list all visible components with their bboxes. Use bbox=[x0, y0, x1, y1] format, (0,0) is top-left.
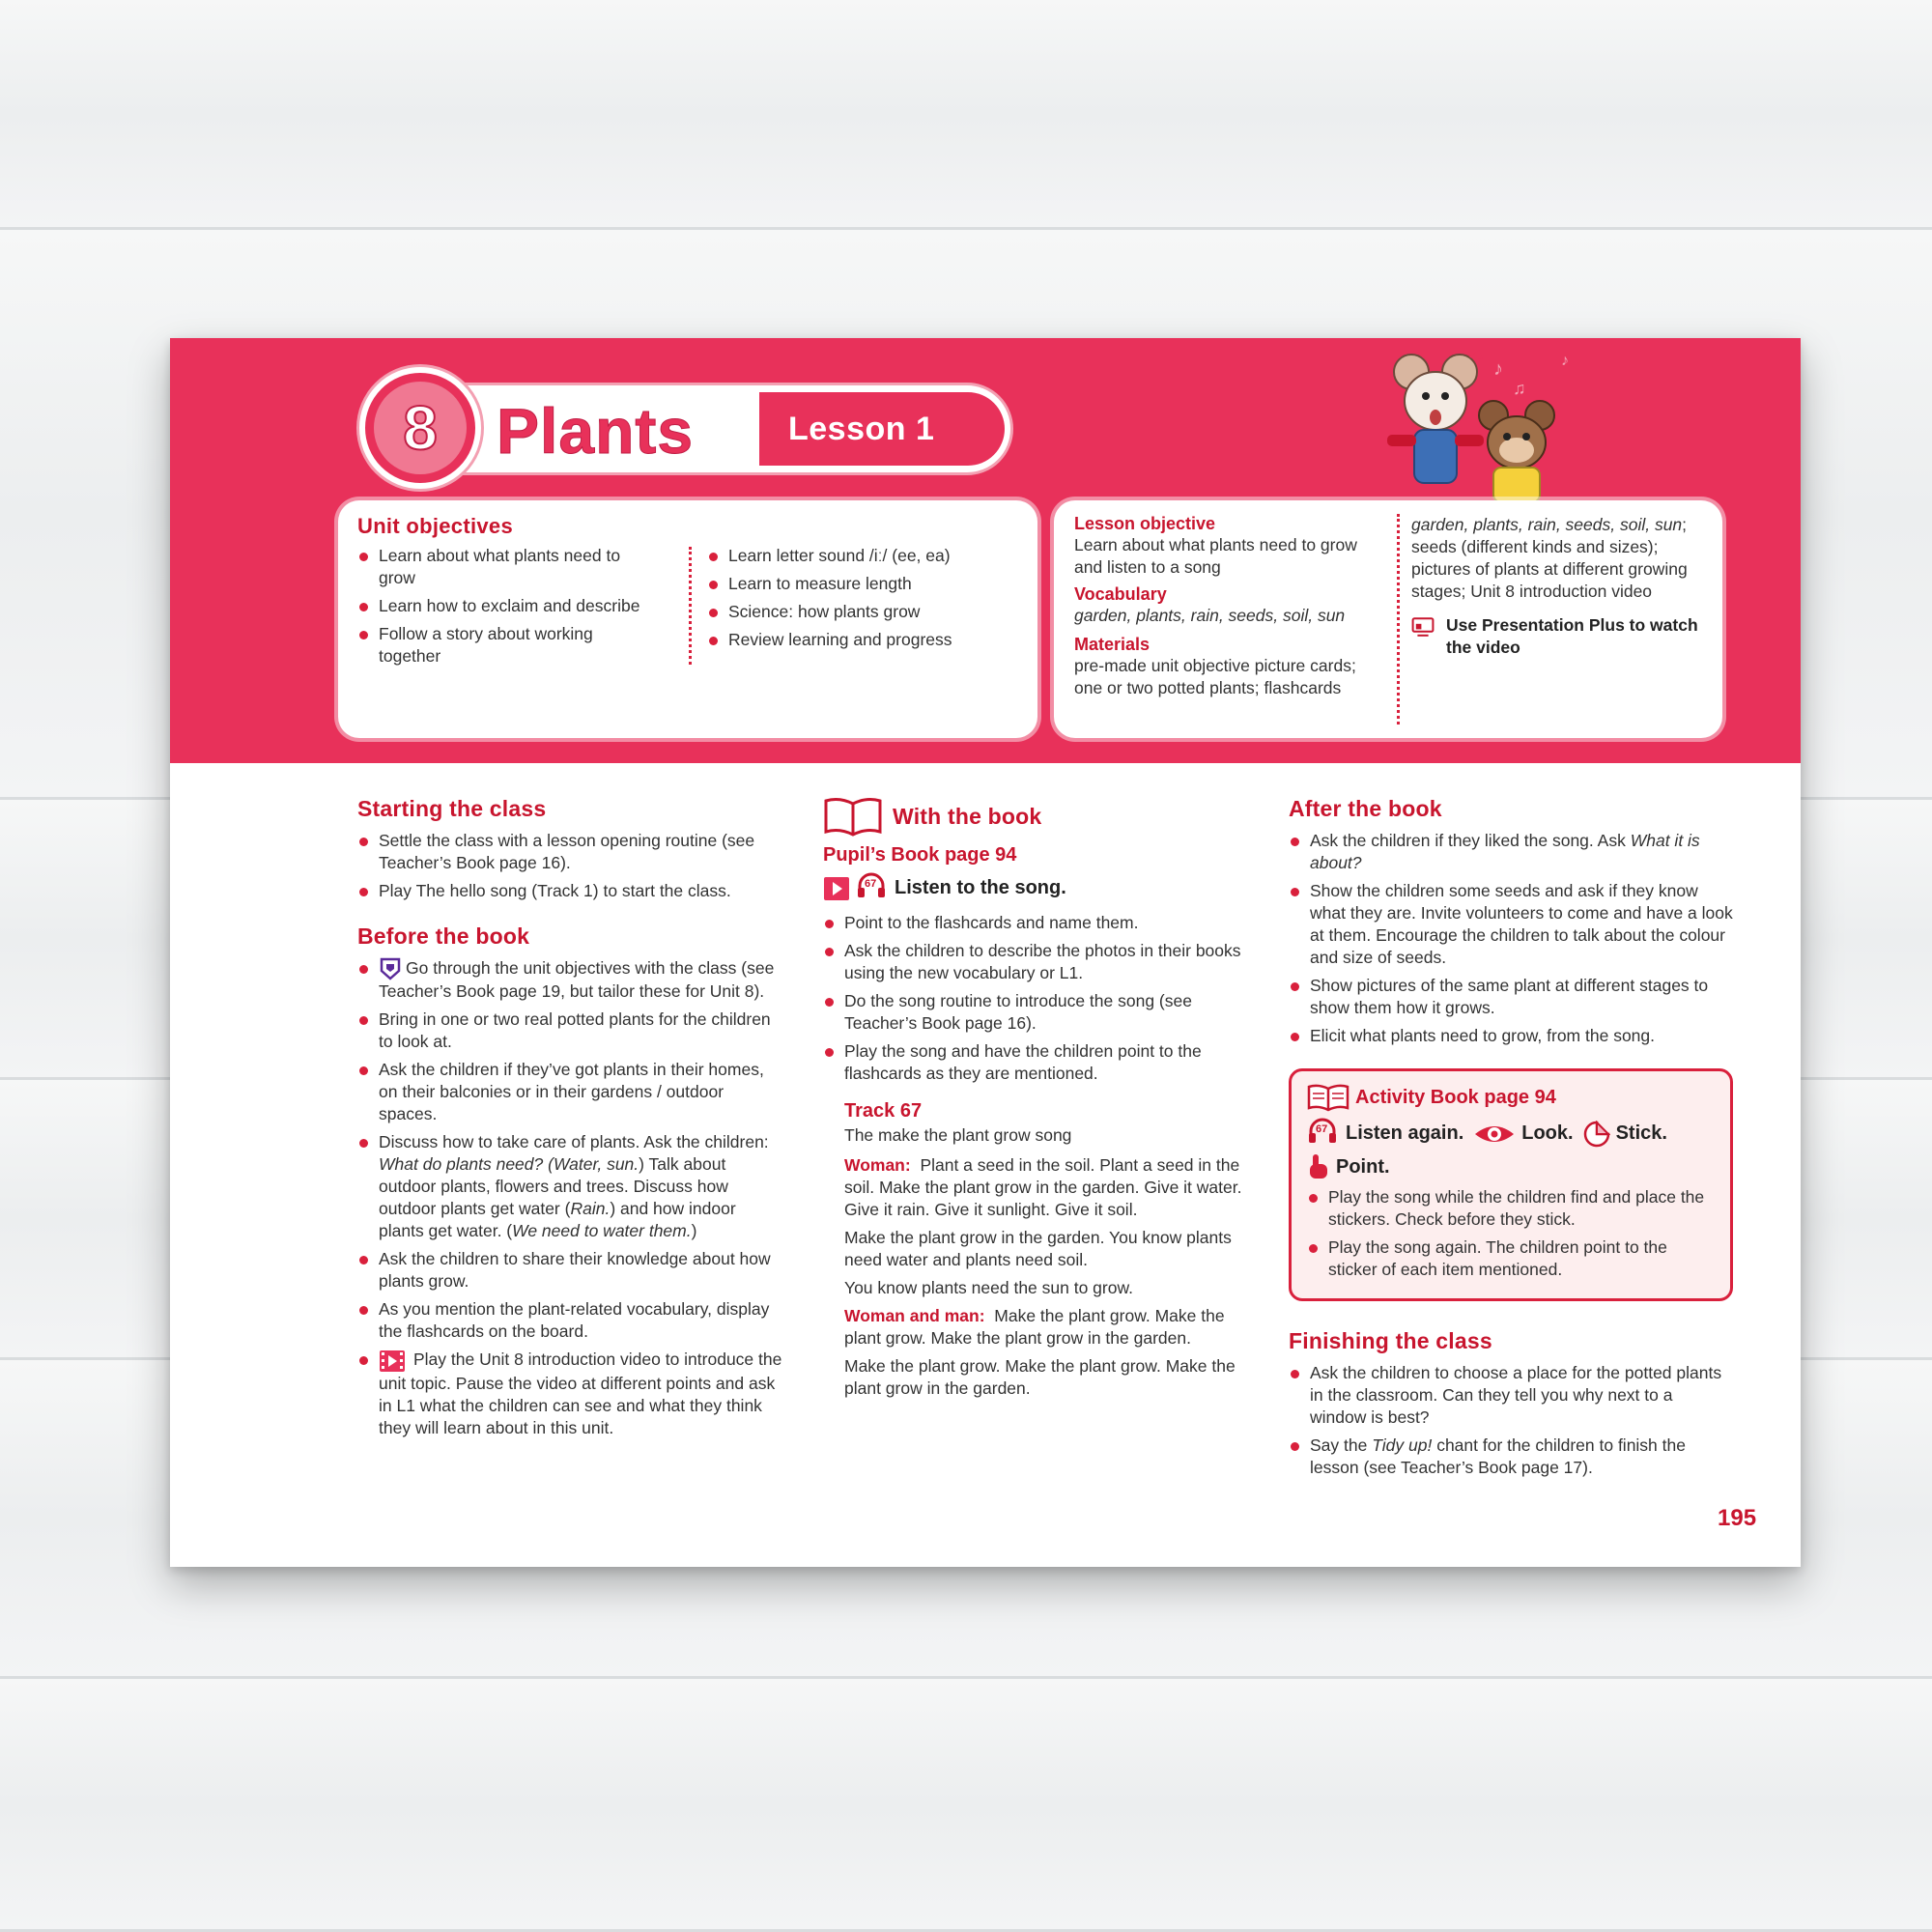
before-book-list bbox=[357, 957, 782, 1439]
list-item: Bring in one or two real potted plants for the children to look at. bbox=[357, 1009, 782, 1053]
mice-characters-illustration bbox=[1378, 338, 1580, 507]
svg-text:♪: ♪ bbox=[1561, 353, 1569, 369]
list-item: Learn about what plants need to grow bbox=[357, 545, 647, 589]
lesson-info-box bbox=[1054, 500, 1722, 738]
list-item: Do the song routine to introduce the song (see Teacher’s Book page 16). bbox=[823, 990, 1260, 1035]
activity-list bbox=[1307, 1186, 1715, 1281]
list-item: Review learning and progress bbox=[707, 629, 1026, 651]
materials-heading: Materials bbox=[1074, 635, 1151, 654]
list-item: Ask the children to choose a place for the potted plants in the classroom. Can they tell you why next to a window is best? bbox=[1289, 1362, 1733, 1429]
list-item: Learn how to exclaim and describe bbox=[357, 595, 647, 617]
vocabulary-heading: Vocabulary bbox=[1074, 584, 1167, 604]
list-item: Show the children some seeds and ask if they know what they are. Invite volunteers to come and have a look at them. Encourage the children to talk about the colour and size of seeds. bbox=[1289, 880, 1733, 969]
eye-icon bbox=[1473, 1122, 1516, 1147]
lesson-label: Lesson 1 bbox=[788, 410, 935, 447]
list-item: Play The hello song (Track 1) to start the class. bbox=[357, 880, 782, 902]
finishing-class-list bbox=[1289, 1362, 1733, 1479]
list-item: Learn to measure length bbox=[707, 573, 1026, 595]
pointing-hand-icon bbox=[1307, 1153, 1330, 1180]
unit-banner bbox=[170, 338, 1801, 763]
with-book-header bbox=[823, 796, 1260, 837]
list-item: Ask the children if they’ve got plants in their homes, on their balconies or in their gardens / outdoor spaces. bbox=[357, 1059, 782, 1125]
finishing-class-title: Finishing the class bbox=[1289, 1328, 1492, 1353]
list-item: Science: how plants grow bbox=[707, 601, 1026, 623]
materials-continued: garden, plants, rain, seeds, soil, sun; seeds (different kinds and sizes); pictures of plants at different growing stages; Unit 8 introduction video bbox=[1411, 515, 1688, 601]
list-item: Play the Unit 8 introduction video to introduce the unit topic. Pause the video at different points and ask in L1 what the children can see and what they think they will learn about in this unit. bbox=[357, 1349, 782, 1438]
activity-book-title: Activity Book page 94 bbox=[1355, 1086, 1556, 1108]
unit-objectives-list-left bbox=[357, 545, 647, 673]
column-middle bbox=[823, 796, 1260, 1400]
list-item: Play the song again. The children point to the sticker of each item mentioned. bbox=[1307, 1236, 1715, 1281]
sticker-icon bbox=[1583, 1121, 1610, 1148]
list-item: As you mention the plant-related vocabulary, display the flashcards on the board. bbox=[357, 1298, 782, 1343]
lyrics-verse: You know plants need the sun to grow. bbox=[844, 1278, 1134, 1297]
presentation-screen-icon bbox=[1411, 614, 1435, 639]
song-title: The make the plant grow song bbox=[844, 1125, 1072, 1145]
lyrics-verse: Make the plant grow. Make the plant grow. Make the plant grow in the garden. bbox=[844, 1356, 1236, 1398]
unit-number-badge bbox=[359, 367, 481, 489]
track-title: Track 67 bbox=[844, 1100, 923, 1122]
starting-class-list bbox=[357, 830, 782, 902]
presentation-plus-note: Use Presentation Plus to watch the video bbox=[1411, 614, 1711, 659]
activity-header bbox=[1307, 1083, 1715, 1112]
open-book-icon bbox=[823, 796, 883, 837]
unit-objectives-heading: Unit objectives bbox=[357, 514, 513, 538]
activity-book-box bbox=[1289, 1068, 1733, 1301]
listen-instruction: 67 Listen to the song. bbox=[823, 872, 1260, 904]
lesson-objective-text: Learn about what plants need to grow and listen to a song bbox=[1074, 535, 1357, 577]
unit-title: Plants bbox=[497, 395, 695, 467]
list-item: Elicit what plants need to grow, from the song. bbox=[1289, 1025, 1733, 1047]
headphones-icon: 67 bbox=[856, 872, 887, 904]
page-number: 195 bbox=[1718, 1505, 1757, 1531]
with-book-list bbox=[823, 912, 1260, 1085]
divider bbox=[689, 547, 692, 665]
with-book-title: With the book bbox=[893, 803, 1042, 829]
svg-text:♫: ♫ bbox=[1513, 379, 1526, 398]
list-item: Say the Tidy up! chant for the children to finish the lesson (see Teacher’s Book page 17). bbox=[1289, 1435, 1733, 1479]
list-item: Follow a story about working together bbox=[357, 623, 647, 668]
unit-objectives-list-right bbox=[707, 545, 1026, 657]
video-icon bbox=[823, 876, 850, 901]
list-item: Ask the children if they liked the song. Ask What it is about? bbox=[1289, 830, 1733, 874]
starting-class-title: Starting the class bbox=[357, 796, 547, 821]
svg-text:♪: ♪ bbox=[1493, 358, 1503, 380]
video-icon bbox=[379, 1350, 406, 1373]
book-page bbox=[170, 338, 1801, 1567]
objectives-shield-icon bbox=[379, 957, 402, 980]
list-item: Learn letter sound /iː/ (ee, ea) bbox=[707, 545, 1026, 567]
list-item: Go through the unit objectives with the class (see Teacher’s Book page 19, but tailor these for Unit 8). bbox=[357, 957, 782, 1003]
unit-number: 8 bbox=[403, 393, 438, 463]
list-item: Ask the children to describe the photos in their books using the new vocabulary or L1. bbox=[823, 940, 1260, 984]
list-item: Play the song and have the children point to the flashcards as they are mentioned. bbox=[823, 1040, 1260, 1085]
lesson-pill bbox=[759, 388, 1009, 469]
materials-text: pre-made unit objective picture cards; one or two potted plants; flashcards bbox=[1074, 656, 1356, 697]
pupils-book-page: Pupil’s Book page 94 bbox=[823, 844, 1017, 866]
lyrics-verse: Woman and man: Make the plant grow. Make the plant grow. Make the plant grow in the garden. bbox=[844, 1306, 1225, 1348]
unit-objectives-box bbox=[338, 500, 1037, 738]
activity-book-icon bbox=[1307, 1083, 1350, 1112]
list-item: Ask the children to share their knowledge about how plants grow. bbox=[357, 1248, 782, 1293]
lesson-objective-heading: Lesson objective bbox=[1074, 514, 1216, 533]
lyrics-verse: Woman: Plant a seed in the soil. Plant a seed in the soil. Make the plant grow in the garden. Give it water. Give it rain. Give it sunlight. Give it soil. bbox=[844, 1155, 1242, 1219]
list-item: Show pictures of the same plant at different stages to show them how it grows. bbox=[1289, 975, 1733, 1019]
track-lyrics bbox=[823, 1100, 1260, 1400]
list-item: Discuss how to take care of plants. Ask the children: What do plants need? (Water, sun.) Talk about outdoor plants, flowers and trees. Discuss how outdoor plants get water (Rain.) and how indoor plants get water. (We need to water them.) bbox=[357, 1131, 782, 1242]
list-item: Play the song while the children find and place the stickers. Check before they stick. bbox=[1307, 1186, 1715, 1231]
list-item: Point to the flashcards and name them. bbox=[823, 912, 1260, 934]
before-book-title: Before the book bbox=[357, 923, 530, 949]
headphones-icon: 67 bbox=[1307, 1118, 1338, 1150]
activity-instructions: 67 Listen again. Look. Stick. Point. bbox=[1307, 1118, 1715, 1180]
column-right bbox=[1289, 796, 1733, 1500]
lyrics-verse: Make the plant grow in the garden. You know plants need water and plants need soil. bbox=[844, 1228, 1232, 1269]
divider bbox=[1397, 514, 1400, 724]
after-book-title: After the book bbox=[1289, 796, 1442, 821]
list-item: Settle the class with a lesson opening routine (see Teacher’s Book page 16). bbox=[357, 830, 782, 874]
vocabulary-text: garden, plants, rain, seeds, soil, sun bbox=[1074, 606, 1346, 625]
after-book-list bbox=[1289, 830, 1733, 1047]
column-left bbox=[357, 796, 782, 1461]
